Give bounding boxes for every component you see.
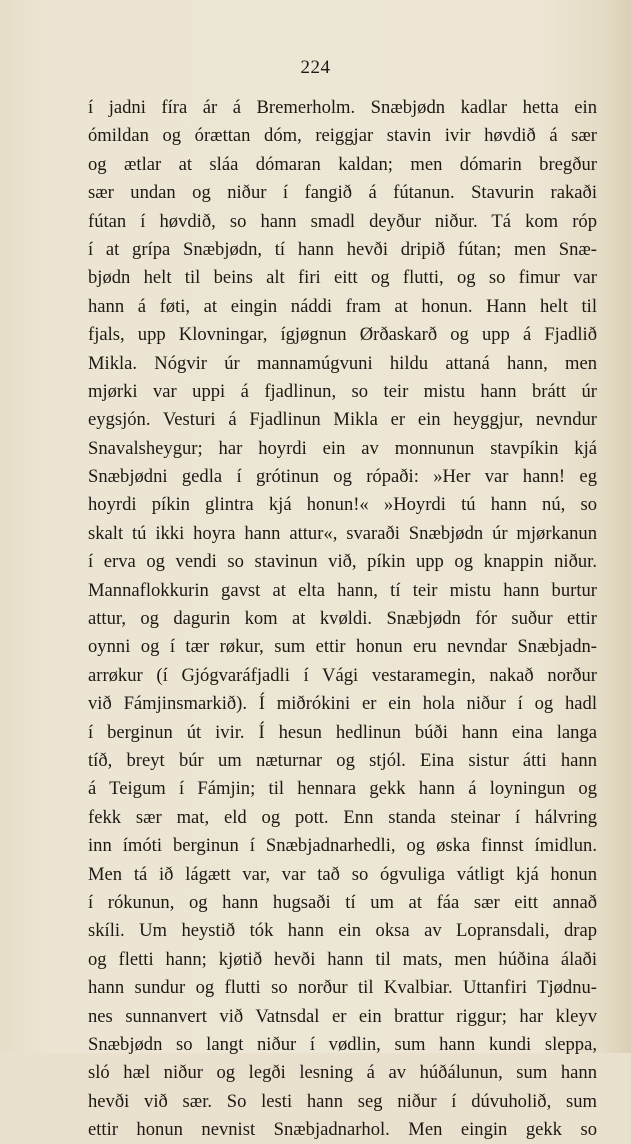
text-line: í erva og vendi so stavinun við, píkin upp og knappin niður. (88, 551, 597, 573)
text-line: sær undan og niður í fangið á fútanun. Stavurin rakaði (88, 182, 597, 204)
text-line: arrøkur (í Gjógvaráfjadli í Vági vestaramegin, nakað norður (88, 664, 597, 686)
text-line: hann sundur og flutti so norður til Kvalbiar. Uttanfiri Tjødnu- (88, 977, 597, 999)
page-number: 224 (300, 57, 331, 78)
text-line: á Teigum í Fámjin; til hennara gekk hann á loyningun og (88, 778, 597, 800)
text-line: inn ímóti berginun í Snæbjadnarhedli, og øska finnst ímidlun. (88, 835, 597, 857)
text-line: fjals, upp Klovningar, ígjøgnun Ørðaskarð og upp á Fjadlið (88, 324, 597, 346)
text-line: attur, og dagurin kom at kvøldi. Snæbjødn fór suður ettir (88, 608, 597, 630)
text-line: Snæbjødni gedla í grótinun og rópaði: »Her var hann! eg (88, 466, 597, 488)
text-line: skíli. Um heystið tók hann ein oksa av Lopransdali, drap (88, 920, 597, 942)
text-line: í berginun út ivir. Í hesun hedlinun búði hann eina langa (88, 721, 597, 743)
text-line: mjørki var uppi á fjadlinun, so teir mistu hann brátt úr (88, 380, 597, 402)
text-line: hoyrdi píkin glintra kjá honun!« »Hoyrdi tú hann nú, so (88, 494, 597, 516)
text-line: Mikla. Nógvir úr mannamúgvuni hildu attaná hann, men (88, 352, 597, 374)
text-line: eygsjón. Vesturi á Fjadlinun Mikla er ein heyggjur, nevndur (88, 409, 597, 431)
text-line: Mannaflokkurin gavst at elta hann, tí teir mistu hann burtur (88, 579, 597, 601)
text-line: ómildan og órættan dóm, reiggjar stavin ivir høvdið á sær (88, 125, 597, 147)
text-line: Men tá ið lágætt var, var tað so ógvuliga vátligt kjá honun (88, 863, 597, 885)
text-line: og ætlar at sláa dómaran kaldan; men dómarin bregður (88, 153, 597, 175)
text-line: fekk sær mat, eld og pott. Enn standa steinar í hálvring (88, 806, 597, 828)
text-line: ettir honun nevnist Snæbjadnarhol. Men eingin gekk so (88, 1119, 597, 1141)
text-line: við Fámjinsmarkið). Í miðrókini er ein hola niður í og hadl (88, 693, 597, 715)
text-line: í jadni fíra ár á Bremerholm. Snæbjødn kadlar hetta ein (88, 97, 597, 118)
text-line: og fletti hann; kjøtið hevði hann til mats, men húðina álaði (88, 948, 597, 970)
text-line: oynni og í tær røkur, sum ettir honun eru nevndar Snæbjadn- (88, 636, 597, 658)
text-line: nes sunnanvert við Vatnsdal er ein brattur riggur; har kleyv (88, 1005, 597, 1027)
text-line: tíð, breyt búr um næturnar og stjól. Eina sistur átti hann (88, 749, 597, 771)
text-line: hevði við sær. So lesti hann seg niður í dúvuholið, sum (88, 1090, 597, 1112)
text-line: sló hæl niður og legði lesning á av húðálunun, sum hann (88, 1062, 597, 1084)
text-line: skalt tú ikki hoyra hann attur«, svaraði Snæbjødn úr mjørkanun (88, 522, 597, 544)
text-line: bjødn helt til beins alt firi eitt og flutti, og so fimur var (88, 267, 597, 289)
text-line: Snavalsheygur; har hoyrdi ein av monnunun stavpíkin kjá (88, 437, 597, 459)
text-line: í at grípa Snæbjødn, tí hann hevði dripið fútan; men Snæ- (88, 238, 597, 260)
text-line: fútan í høvdið, so hann smadl deyður niður. Tá kom róp (88, 210, 597, 232)
body-text (88, 94, 597, 1144)
text-line: í rókunun, og hann hugsaði tí um at fáa sær eitt annað (88, 891, 597, 913)
text-line: Snæbjødn so langt niður í vødlin, sum hann kundi sleppa, (88, 1033, 597, 1055)
text-line: hann á føti, at eingin náddi fram at honun. Hann helt til (88, 295, 597, 317)
